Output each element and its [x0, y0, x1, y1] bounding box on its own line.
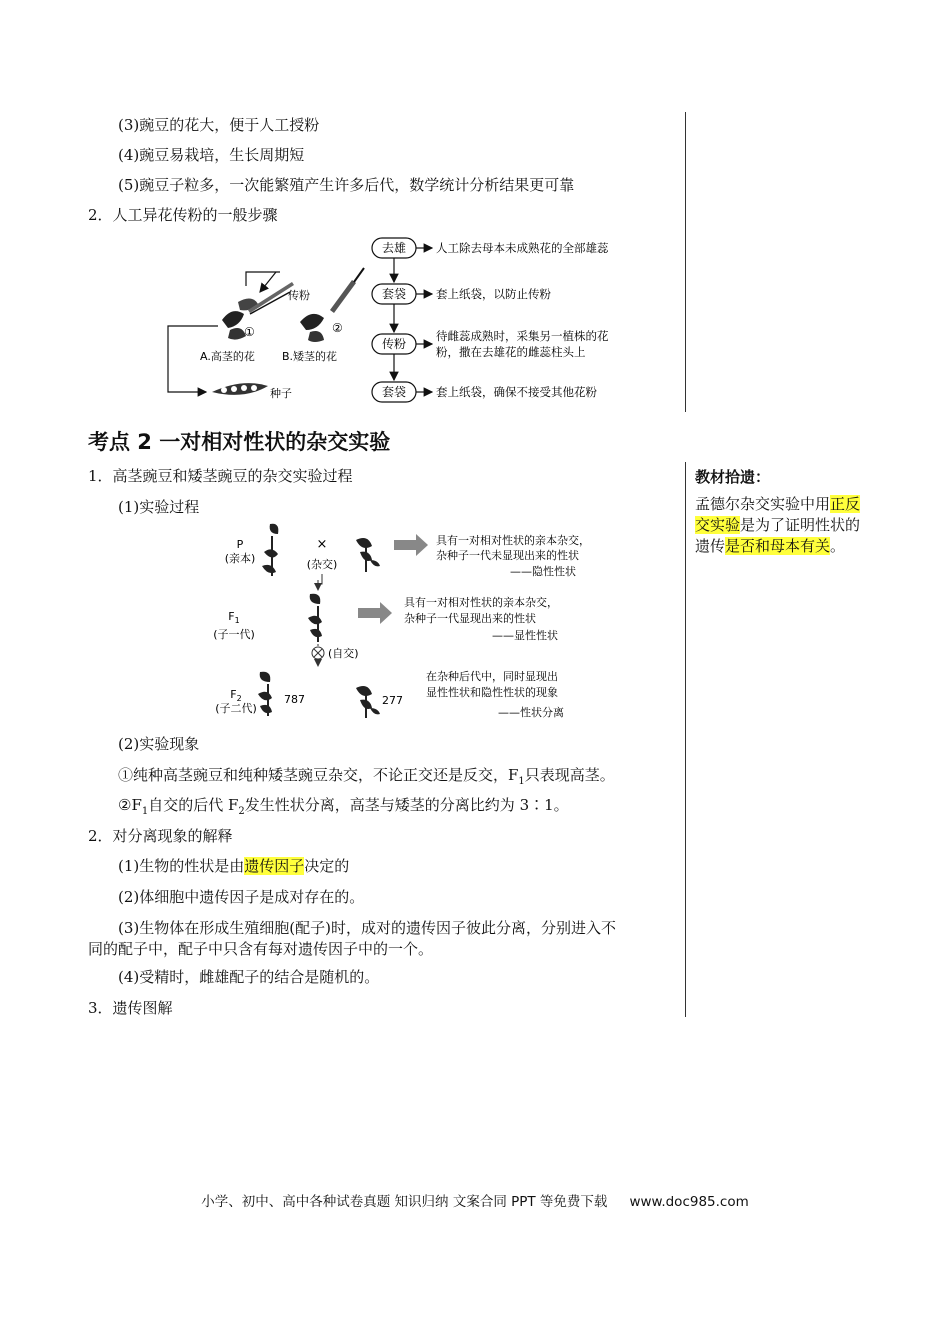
sidebar-highlight-1: 正反交实验: [695, 495, 861, 534]
tall-flower-label: A.高茎的花: [200, 350, 255, 363]
explanation-4: (4)受精时，雌雄配子的结合是随机的。: [118, 968, 380, 986]
step-3-box: 传粉: [381, 337, 407, 351]
note-1-line-1: 具有一对相对性状的亲本杂交，: [436, 534, 590, 547]
cross-diagram: [210, 522, 600, 726]
footer-text: 小学、初中、高中各种试卷真题 知识归纳 文案合同 PPT 等免费下载: [201, 1194, 608, 1210]
seed-label: 种子: [270, 387, 292, 400]
page-footer: [0, 1190, 950, 1210]
explanation-1-end: 决定的: [304, 857, 350, 875]
note-2-line-1: 具有一对相对性状的亲本杂交，: [404, 596, 558, 609]
observation-2: [118, 795, 569, 822]
f1-label: $F_1$: [228, 610, 240, 625]
note-1-line-3: ——隐性性状: [510, 565, 576, 578]
sidebar-note: [695, 494, 870, 557]
step-2-desc: 套上纸袋，以防止传粉: [436, 287, 551, 301]
pollination-diagram: [160, 232, 660, 408]
sidebar-text-1: 孟德尔杂交实验中用: [695, 495, 831, 513]
step-2: [372, 284, 551, 304]
note-1-line-2: 杂种子一代未显现出来的性状: [436, 549, 579, 562]
cross-symbol: ×: [316, 537, 328, 552]
step-1-desc: 人工除去母本未成熟花的全部雄蕊: [436, 241, 609, 255]
step-3-desc-2: 粉，撒在去雄花的雌蕊柱头上: [436, 345, 586, 359]
step-1: [372, 238, 609, 258]
note-3-line-3: ——性状分离: [498, 706, 564, 719]
observation-2-sub-1: 1: [141, 806, 149, 817]
explanation-2: (2)体细胞中遗传因子是成对存在的。: [118, 888, 365, 906]
note-3-line-2: 显性性状和隐性性状的现象: [426, 686, 558, 699]
num-1: ①: [244, 325, 255, 339]
p-sublabel: (亲本): [224, 552, 256, 565]
explanation-1-text: (1)生物的性状是由: [118, 857, 245, 875]
point-3: (3)豌豆的花大，便于人工授粉: [118, 116, 320, 134]
num-2: ②: [332, 321, 343, 335]
explanation-3-line-1: (3)生物体在形成生殖细胞(配子)时，成对的遗传因子彼此分离，分别进入不: [118, 919, 616, 937]
heading-cross-experiment: 1．高茎豌豆和矮茎豌豆的杂交实验过程: [88, 467, 353, 485]
observation-2-mid: 自交的后代 F: [148, 796, 239, 814]
step-1-box: 去雄: [381, 241, 407, 255]
point-4: (4)豌豆易栽培，生长周期短: [118, 146, 305, 164]
step-3-desc-1: 待雌蕊成熟时，采集另一植株的花: [436, 329, 609, 343]
count-tall: 787: [284, 693, 305, 706]
tall-plant-p: [262, 524, 278, 576]
section-title: 考点 2 一对相对性状的杂交实验: [88, 430, 391, 454]
sidebar-title: 教材拾遗：: [695, 468, 771, 486]
step-2-box: 套袋: [381, 287, 407, 301]
observation-2-text: ②F: [118, 796, 142, 814]
heading-genetic-diagram: 3．遗传图解: [88, 999, 173, 1017]
explanation-1-highlight: 遗传因子: [244, 857, 305, 875]
f2-label: $F_2$: [230, 688, 242, 703]
margin-rule-bottom: [685, 462, 686, 1017]
sub-experiment-process: (1)实验过程: [118, 498, 200, 516]
sub-experiment-phenomenon: (2)实验现象: [118, 735, 200, 753]
count-short: 277: [382, 694, 403, 707]
step-4: [372, 382, 597, 402]
sidebar-text-3: 。: [830, 537, 846, 555]
p-label: P: [236, 538, 244, 551]
heading-explanation: 2．对分离现象的解释: [88, 827, 233, 845]
margin-rule-top: [685, 112, 686, 412]
pollen-label: 传粉: [288, 289, 310, 302]
short-flower-label: B.矮茎的花: [282, 350, 338, 363]
explanation-3-line-2: 同的配子中，配子中只含有每对遗传因子中的一个。: [88, 940, 434, 958]
short-plant-f2: [356, 686, 380, 718]
sidebar-text-2: 是为了证明性状的遗传: [695, 516, 861, 555]
sidebar-highlight-2: 是否和母本有关: [725, 537, 831, 555]
observation-1-sub: 1: [518, 776, 525, 787]
observation-2-end: 发生性状分离，高茎与矮茎的分离比约为 3∶1。: [244, 796, 569, 814]
f1-sublabel: (子一代): [213, 628, 255, 641]
cross-label: (杂交): [306, 558, 338, 571]
self-cross-symbol: [312, 647, 324, 659]
f2-sublabel: (子二代): [215, 702, 257, 715]
tall-plant-f2: [258, 672, 272, 716]
observation-1-end: 只表现高茎。: [524, 766, 615, 784]
note-3-line-1: 在杂种后代中，同时显现出: [426, 670, 558, 683]
point-5: (5)豌豆子粒多，一次能繁殖产生许多后代，数学统计分析结果更可靠: [118, 176, 575, 194]
footer-url[interactable]: www.doc985.com: [629, 1194, 749, 1210]
step-4-box: 套袋: [381, 385, 407, 399]
observation-1: [118, 765, 615, 792]
note-2-line-3: ——显性性状: [492, 629, 558, 642]
observation-1-text: ①纯种高茎豌豆和纯种矮茎豌豆杂交，不论正交还是反交，F: [118, 766, 519, 784]
seed-pod-drawing: [212, 383, 268, 395]
tall-plant-f1: [308, 594, 322, 642]
heading-pollination-steps: 2．人工异花传粉的一般步骤: [88, 206, 278, 224]
observation-2-sub-2: 2: [238, 806, 245, 817]
note-2-line-2: 杂种子一代显现出来的性状: [404, 612, 536, 625]
explanation-1: [118, 856, 349, 876]
step-3: [372, 329, 609, 359]
short-plant-p: [356, 538, 380, 572]
step-4-desc: 套上纸袋，确保不接受其他花粉: [436, 385, 597, 399]
self-label: (自交): [328, 647, 359, 660]
